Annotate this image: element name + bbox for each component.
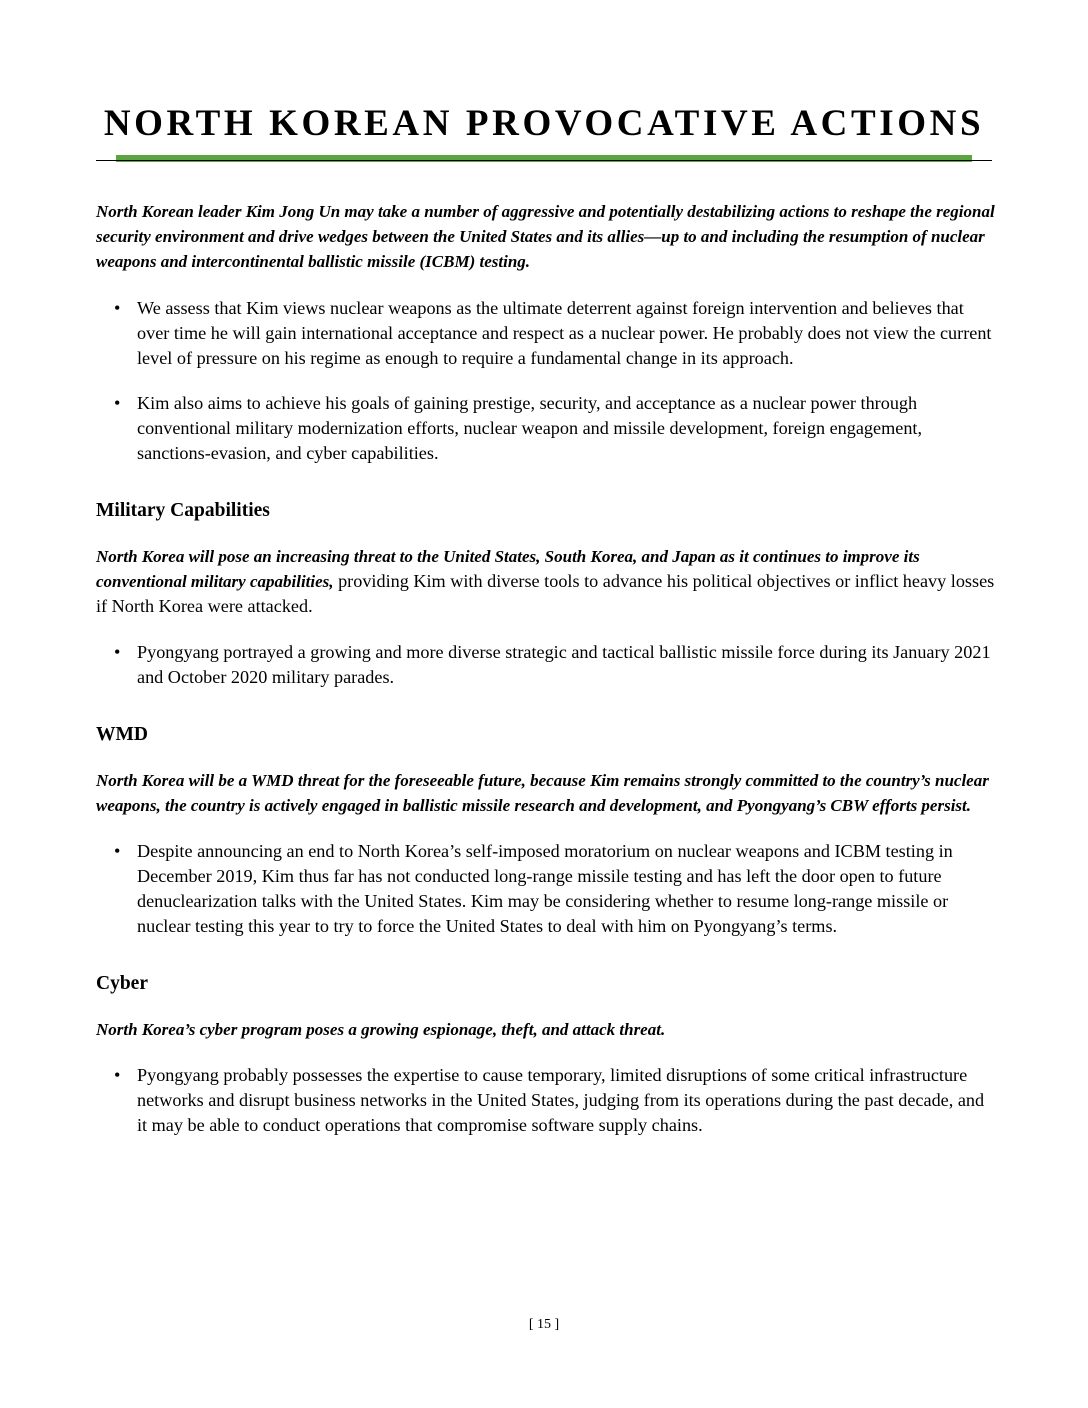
list-item — [96, 391, 996, 466]
page-title: NORTH KOREAN PROVOCATIVE ACTIONS — [103, 103, 985, 144]
bullet-icon: • — [114, 393, 121, 413]
section-heading-military: Military Capabilities — [96, 500, 270, 521]
document-body — [96, 199, 996, 1138]
bullet-icon: • — [114, 298, 121, 318]
military-lead-emphasis: North Korea will pose an increasing threat to the United States, South Korea, and Japan as it continues to improve its conventional military capabilities, — [96, 547, 920, 591]
wmd-lead: North Korea will be a WMD threat for the foreseeable future, because Kim remains strongly committed to the country’s nuclear weapons, the country is actively engaged in ballistic missile research and development, and Pyongyang’s CBW efforts persist. — [96, 771, 989, 815]
intro-bullets — [96, 296, 996, 466]
title-rule — [96, 160, 992, 161]
list-item-text: We assess that Kim views nuclear weapons as the ultimate deterrent against foreign intervention and believes that over time he will gain international acceptance and respect as a nuclear power. He probably does not view the current level of pressure on his regime as enough to require a fundamental change in its approach. — [137, 298, 992, 368]
bullet-icon: • — [114, 1065, 121, 1085]
section-heading-cyber: Cyber — [96, 973, 148, 994]
cyber-lead: North Korea’s cyber program poses a growing espionage, theft, and attack threat. — [96, 1020, 666, 1039]
military-lead-rest: providing Kim with diverse tools to advance his political objectives or inflict heavy losses if North Korea were attacked. — [96, 571, 995, 616]
list-item-text: Despite announcing an end to North Korea’s self-imposed moratorium on nuclear weapons and ICBM testing in December 2019, Kim thus far has not conducted long-range missile testing and has left the door open to future denuclearization talks with the United States. Kim may be considering whether to resume long-range missile or nuclear testing this year to try to force the United States to deal with him on Pyongyang’s terms. — [137, 841, 953, 936]
military-bullets — [96, 640, 996, 690]
list-item-text: Kim also aims to achieve his goals of gaining prestige, security, and acceptance as a nuclear power through conventional military modernization efforts, nuclear weapon and missile development, foreign engagement, sanctions-evasion, and cyber capabilities. — [137, 393, 923, 463]
cyber-bullets — [96, 1063, 996, 1138]
list-item-text: Pyongyang probably possesses the expertise to cause temporary, limited disruptions of some critical infrastructure networks and disrupt business networks in the United States, judging from its operations during the past decade, and it may be able to conduct operations that compromise software supply chains. — [137, 1065, 985, 1135]
section-heading-wmd: WMD — [96, 724, 148, 745]
list-item — [96, 839, 996, 939]
list-item — [96, 640, 996, 690]
bullet-icon: • — [114, 642, 121, 662]
list-item — [96, 296, 996, 371]
military-lead — [96, 544, 996, 619]
list-item-text: Pyongyang portrayed a growing and more diverse strategic and tactical ballistic missile force during its January 2021 and October 2020 military parades. — [137, 642, 991, 687]
bullet-icon: • — [114, 841, 121, 861]
wmd-bullets — [96, 839, 996, 939]
intro-lead: North Korean leader Kim Jong Un may take a number of aggressive and potentially destabilizing actions to reshape the regional security environment and drive wedges between the United States and its allies—up to and including the resumption of nuclear weapons and intercontinental ballistic missile (ICBM) testing. — [96, 202, 995, 271]
list-item — [96, 1063, 996, 1138]
page-number: [ 15 ] — [528, 1317, 560, 1332]
